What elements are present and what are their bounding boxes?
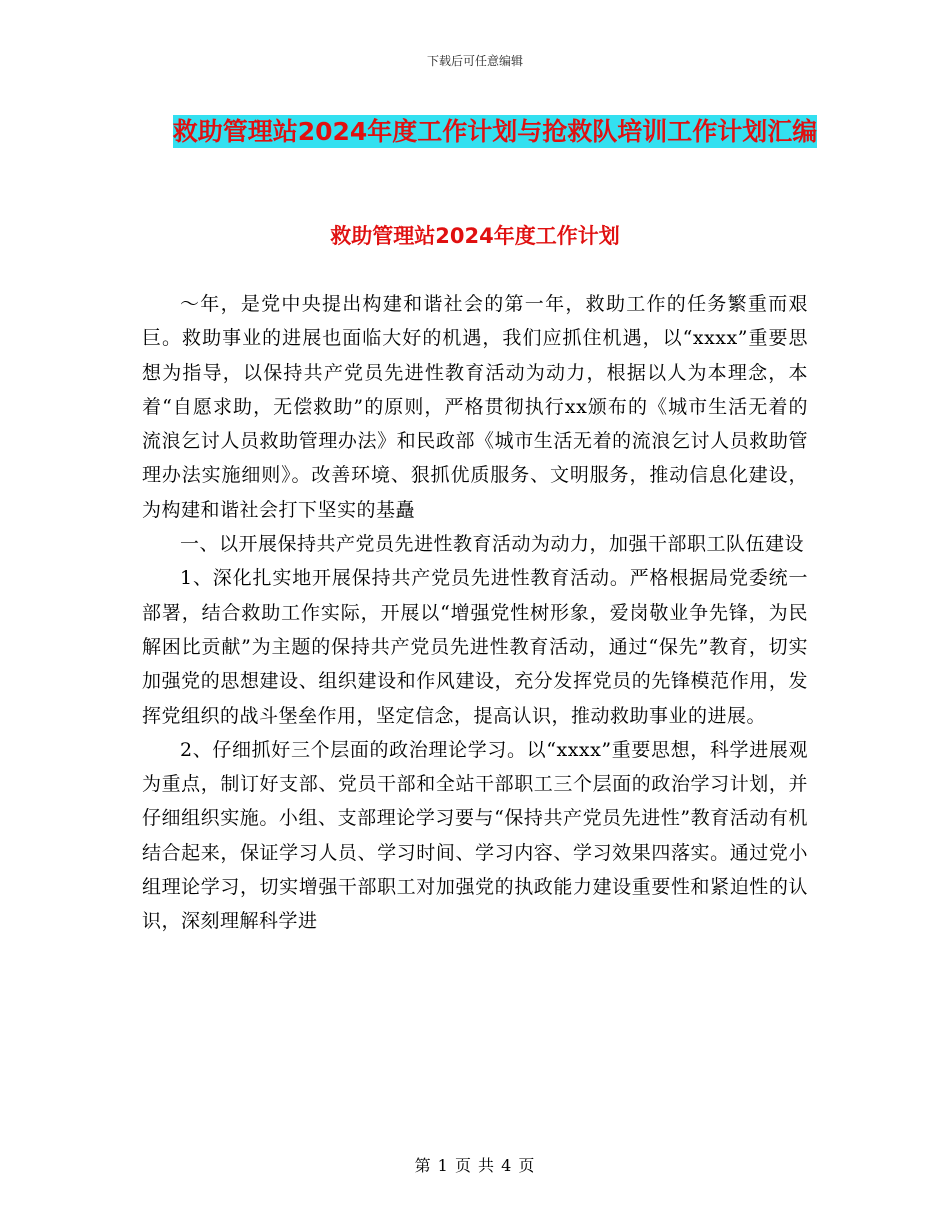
section-title: 救助管理站2024年度工作计划 xyxy=(330,224,620,248)
document-body xyxy=(142,287,808,939)
main-title-text: 救助管理站2024年度工作计划与抢救队培训工作计划汇编 xyxy=(172,117,818,146)
paragraph: ～年，是党中央提出构建和谐社会的第一年，救助工作的任务繁重而艰巨。救助事业的进展也面临大好的机遇，我们应抓住机遇，以“xxxx”重要思想为指导，以保持共产党员先进性教育活动为动力，根据以人为本理念，本着“自愿求助，无偿救助”的原则，严格贯彻执行xx颁布的《城市生活无着的流浪乞讨人员救助管理办法》和民政部《城市生活无着的流浪乞讨人员救助管理办法实施细则》。改善环境、狠抓优质服务、文明服务，推动信息化建设，为构建和谐社会打下坚实的基矗 xyxy=(142,293,808,521)
paragraph: 2、仔细抓好三个层面的政治理论学习。以“xxxx”重要思想，科学进展观为重点，制订好支部、党员干部和全站干部职工三个层面的政治学习计划，并仔细组织实施。小组、支部理论学习要与“保持共产党员先进性”教育活动有机结合起来，保证学习人员、学习时间、学习内容、学习效果四落实。通过党小组理论学习，切实增强干部职工对加强党的执政能力建设重要性和紧迫性的认识，深刻理解科学进 xyxy=(142,738,808,933)
page-number-footer: 第 1 页 共 4 页 xyxy=(414,1156,536,1175)
header-note: 下载后可任意编辑 xyxy=(426,54,523,68)
paragraph: 1、深化扎实地开展保持共产党员先进性教育活动。严格根据局党委统一部署，结合救助工作实际，开展以“增强党性树形象，爱岗敬业争先锋，为民解困比贡献”为主题的保持共产党员先进性教育活动，通过“保先”教育，切实加强党的思想建设、组织建设和作风建设，充分发挥党员的先锋模范作用，发挥党组织的战斗堡垒作用，坚定信念，提高认识，推动救助事业的进展。 xyxy=(142,567,808,727)
document-main-title xyxy=(140,110,850,153)
paragraph: 一、以开展保持共产党员先进性教育活动为动力，加强干部职工队伍建设 xyxy=(180,533,805,556)
